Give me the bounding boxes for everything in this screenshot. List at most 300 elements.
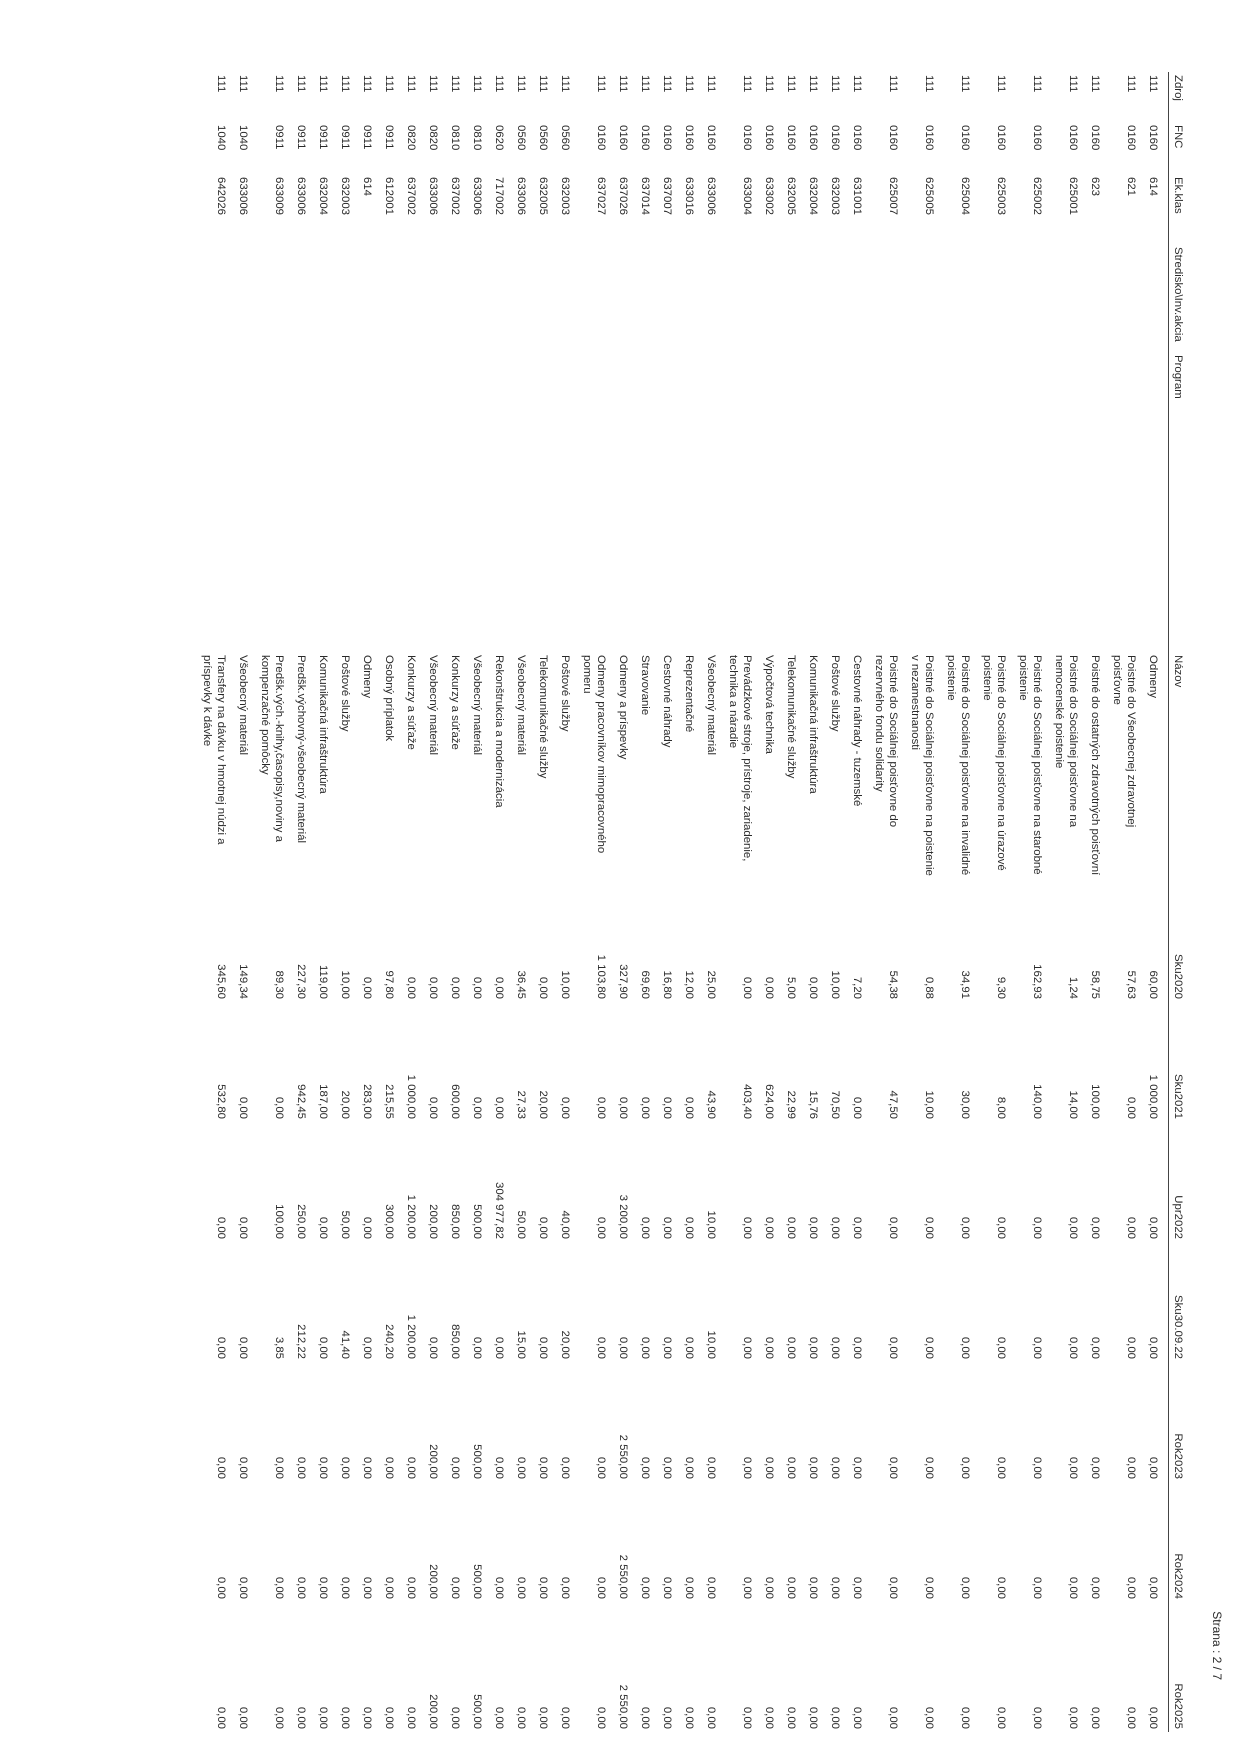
cell-sku2021: 187,00 (317, 1084, 329, 1119)
cell-sku2020: 69,60 (639, 970, 651, 999)
cell-rok2024: 0,00 (339, 1576, 351, 1599)
cell-rok2025: 0,00 (1125, 1706, 1137, 1729)
cell-sku30-09-22: 0,00 (1147, 1336, 1159, 1359)
cell-rok2024: 0,00 (559, 1576, 571, 1599)
cell-program (448, 352, 470, 652)
cell-sku2021: 20,00 (537, 1090, 549, 1119)
cell-rok2024: 0,00 (1031, 1576, 1043, 1599)
cell-nazov: Cestovné náhrady - tuzemské (851, 655, 863, 807)
cell-nazov: Poistné do Sociálnej poisťovne na starobné poistenie (1017, 655, 1043, 875)
cell-sku2021: 14,00 (1067, 1090, 1079, 1119)
cell-rok2024: 0,00 (995, 1576, 1007, 1599)
cell-rok2024: 500,00 (471, 1564, 483, 1599)
cell-stredisko (762, 244, 784, 352)
cell-stredisko (338, 244, 360, 352)
cell-upr2022: 250,00 (295, 1204, 307, 1239)
cell-rok2024: 0,00 (317, 1576, 329, 1599)
cell-sku2021: 0,00 (851, 1096, 863, 1119)
cell-upr2022: 0,00 (595, 1216, 607, 1239)
table-row (682, 72, 704, 1732)
cell-sku30-09-22: 0,00 (923, 1336, 935, 1359)
cell-upr2022: 3 200,00 (617, 1194, 629, 1239)
cell-program (338, 352, 360, 652)
table-row (200, 72, 236, 1732)
cell-ek-klas: 637007 (661, 177, 673, 216)
cell-program (806, 352, 828, 652)
cell-program (682, 352, 704, 652)
cell-rok2025: 0,00 (1089, 1706, 1101, 1729)
cell-ek-klas: 632005 (537, 177, 549, 216)
cell-zdroj: 111 (617, 75, 629, 93)
cell-upr2022: 300,00 (383, 1204, 395, 1239)
cell-fnc: 0560 (537, 125, 549, 151)
cell-fnc: 0160 (1125, 125, 1137, 151)
cell-fnc: 0911 (317, 125, 329, 150)
cell-rok2024: 0,00 (295, 1576, 307, 1599)
cell-rok2024: 0,00 (537, 1576, 549, 1599)
cell-rok2024: 0,00 (959, 1576, 971, 1599)
cell-sku30-09-22: 0,00 (995, 1336, 1007, 1359)
cell-nazov: Rekonštrukcia a modernizácia (493, 655, 505, 808)
table-row (404, 72, 426, 1732)
cell-ek-klas: 612001 (383, 177, 395, 216)
cell-nazov: Poistné do ostatných zdravotných poisťovní (1089, 655, 1101, 876)
cell-fnc: 0911 (339, 125, 351, 150)
cell-rok2023: 0,00 (851, 1456, 863, 1479)
cell-rok2023: 0,00 (807, 1456, 819, 1479)
cell-ek-klas: 633006 (471, 177, 483, 216)
table-row (660, 72, 682, 1732)
col-upr2022: Upr2022 (1169, 1122, 1187, 1242)
cell-rok2023: 0,00 (515, 1456, 527, 1479)
cell-nazov: Všeobecný materiál (427, 655, 439, 756)
cell-sku2021: 1 000,00 (405, 1074, 417, 1119)
table-row (1146, 72, 1169, 1732)
cell-upr2022: 500,00 (471, 1204, 483, 1239)
cell-rok2025: 0,00 (661, 1706, 673, 1729)
cell-sku2020: 25,00 (705, 970, 717, 999)
cell-upr2022: 0,00 (995, 1216, 1007, 1239)
cell-sku2021: 27,33 (515, 1090, 527, 1119)
cell-sku2020: 1 103,80 (595, 954, 607, 999)
cell-stredisko (1110, 244, 1146, 352)
cell-nazov: Konkurzy a súťaže (449, 655, 461, 750)
col-zdroj: Zdroj (1169, 72, 1187, 122)
cell-fnc: 0911 (295, 125, 307, 150)
cell-sku30-09-22: 0,00 (741, 1336, 753, 1359)
cell-stredisko (448, 244, 470, 352)
cell-zdroj: 111 (295, 75, 307, 93)
table-row (470, 72, 492, 1732)
cell-zdroj: 111 (923, 75, 935, 93)
cell-sku2020: 7,20 (851, 976, 863, 999)
cell-zdroj: 111 (405, 75, 417, 93)
cell-program (514, 352, 536, 652)
cell-upr2022: 0,00 (829, 1216, 841, 1239)
cell-sku2021: 0,00 (683, 1096, 695, 1119)
cell-stredisko (558, 244, 580, 352)
cell-rok2024: 0,00 (763, 1576, 775, 1599)
cell-upr2022: 1 200,00 (405, 1194, 417, 1239)
cell-sku30-09-22: 0,00 (471, 1336, 483, 1359)
cell-rok2025: 0,00 (559, 1706, 571, 1729)
cell-fnc: 0160 (807, 125, 819, 151)
cell-program (426, 352, 448, 652)
cell-stredisko (638, 244, 660, 352)
cell-nazov: Odmeny a príspevky (617, 655, 629, 760)
cell-fnc: 0911 (273, 125, 285, 150)
cell-rok2024: 0,00 (661, 1576, 673, 1599)
cell-zdroj: 111 (829, 75, 841, 93)
cell-rok2023: 0,00 (923, 1456, 935, 1479)
table-row (258, 72, 294, 1732)
cell-stredisko (682, 244, 704, 352)
cell-ek-klas: 633016 (683, 177, 695, 216)
cell-ek-klas: 614 (1147, 177, 1159, 197)
cell-fnc: 0560 (559, 125, 571, 151)
cell-nazov: Osobný príplatok (383, 655, 395, 742)
cell-sku30-09-22: 0,00 (1031, 1336, 1043, 1359)
cell-sku30-09-22: 0,00 (537, 1336, 549, 1359)
cell-nazov: Telekomunikačné služby (537, 655, 549, 779)
cell-rok2025: 0,00 (515, 1706, 527, 1729)
cell-nazov: Všeobecný materiál (515, 655, 527, 756)
cell-rok2024: 0,00 (1089, 1576, 1101, 1599)
cell-sku2020: 97,80 (383, 970, 395, 999)
cell-rok2023: 0,00 (449, 1456, 461, 1479)
cell-stredisko (1088, 244, 1110, 352)
table-row (382, 72, 404, 1732)
cell-zdroj: 111 (741, 75, 753, 93)
table-header-row (1169, 72, 1187, 1732)
cell-rok2025: 0,00 (361, 1706, 373, 1729)
cell-stredisko (1016, 244, 1052, 352)
cell-rok2025: 0,00 (449, 1706, 461, 1729)
table-row (338, 72, 360, 1732)
cell-sku2021: 15,76 (807, 1090, 819, 1119)
cell-program (1016, 352, 1052, 652)
cell-rok2025: 0,00 (339, 1706, 351, 1729)
cell-rok2024: 2 550,00 (617, 1554, 629, 1599)
table-row (558, 72, 580, 1732)
cell-rok2025: 0,00 (959, 1706, 971, 1729)
cell-sku30-09-22: 0,00 (887, 1336, 899, 1359)
table-row (1110, 72, 1146, 1732)
cell-rok2025: 0,00 (923, 1706, 935, 1729)
cell-fnc: 0160 (763, 125, 775, 151)
cell-sku2021: 0,00 (661, 1096, 673, 1119)
table-row (492, 72, 514, 1732)
cell-program (382, 352, 404, 652)
cell-sku2021: 0,00 (639, 1096, 651, 1119)
cell-rok2023: 0,00 (361, 1456, 373, 1479)
cell-ek-klas: 633004 (741, 177, 753, 216)
cell-nazov: Stravovanie (639, 655, 651, 716)
table-row (980, 72, 1016, 1732)
table-row (448, 72, 470, 1732)
table-row (1016, 72, 1052, 1732)
cell-sku2021: 100,00 (1089, 1084, 1101, 1119)
cell-program (200, 352, 236, 652)
cell-program (236, 352, 258, 652)
cell-sku2020: 0,00 (361, 976, 373, 999)
cell-zdroj: 111 (1031, 75, 1043, 93)
cell-sku30-09-22: 0,00 (617, 1336, 629, 1359)
cell-fnc: 0820 (405, 125, 417, 151)
cell-rok2024: 0,00 (449, 1576, 461, 1599)
cell-rok2023: 0,00 (995, 1456, 1007, 1479)
cell-sku2021: 30,00 (959, 1090, 971, 1119)
cell-rok2023: 0,00 (595, 1456, 607, 1479)
table-row (704, 72, 726, 1732)
cell-nazov: Poistné do Sociálnej poisťovne na úrazové poistenie (981, 655, 1007, 871)
cell-ek-klas: 633006 (237, 177, 249, 216)
cell-stredisko (404, 244, 426, 352)
cell-rok2024: 0,00 (807, 1576, 819, 1599)
cell-sku30-09-22: 240,20 (383, 1324, 395, 1359)
col-sku2020: Sku2020 (1169, 882, 1187, 1002)
cell-upr2022: 200,00 (427, 1204, 439, 1239)
cell-upr2022: 50,00 (515, 1210, 527, 1239)
cell-upr2022: 0,00 (1089, 1216, 1101, 1239)
cell-zdroj: 111 (639, 75, 651, 93)
cell-program (580, 352, 616, 652)
cell-upr2022: 304 977,82 (493, 1181, 505, 1239)
cell-nazov: Poistné do Sociálnej poisťovne na invalidné poistenie (945, 655, 971, 876)
cell-program (944, 352, 980, 652)
cell-sku2021: 47,50 (887, 1090, 899, 1119)
cell-sku2021: 0,00 (559, 1096, 571, 1119)
cell-stredisko (980, 244, 1016, 352)
cell-upr2022: 0,00 (959, 1216, 971, 1239)
cell-rok2025: 0,00 (537, 1706, 549, 1729)
cell-rok2025: 0,00 (887, 1706, 899, 1729)
cell-program (1052, 352, 1088, 652)
cell-program (828, 352, 850, 652)
cell-sku30-09-22: 0,00 (785, 1336, 797, 1359)
cell-stredisko (426, 244, 448, 352)
cell-sku2021: 283,00 (361, 1084, 373, 1119)
cell-sku2020: 149,34 (237, 964, 249, 999)
cell-rok2024: 0,00 (1125, 1576, 1137, 1599)
cell-sku30-09-22: 0,00 (1125, 1336, 1137, 1359)
cell-sku30-09-22: 0,00 (639, 1336, 651, 1359)
cell-ek-klas: 633006 (515, 177, 527, 216)
cell-sku2021: 20,00 (339, 1090, 351, 1119)
cell-nazov: Konkurzy a súťaže (405, 655, 417, 750)
col-rok2024: Rok2024 (1169, 1482, 1187, 1602)
cell-rok2025: 2 550,00 (617, 1684, 629, 1729)
cell-sku2021: 600,00 (449, 1084, 461, 1119)
col-rok2025: Rok2025 (1169, 1602, 1187, 1732)
cell-sku30-09-22: 41,40 (339, 1330, 351, 1359)
cell-sku2021: 532,80 (215, 1084, 227, 1119)
cell-program (316, 352, 338, 652)
cell-sku2020: 0,00 (763, 976, 775, 999)
cell-ek-klas: 642026 (215, 177, 227, 216)
cell-fnc: 0160 (617, 125, 629, 151)
cell-zdroj: 111 (1147, 75, 1159, 93)
cell-ek-klas: 625005 (923, 177, 935, 216)
cell-fnc: 0160 (959, 125, 971, 151)
cell-zdroj: 111 (449, 75, 461, 93)
cell-rok2024: 0,00 (705, 1576, 717, 1599)
cell-stredisko (536, 244, 558, 352)
cell-rok2025: 0,00 (639, 1706, 651, 1729)
cell-stredisko (514, 244, 536, 352)
cell-sku2021: 1 000,00 (1147, 1074, 1159, 1119)
cell-sku30-09-22: 0,00 (661, 1336, 673, 1359)
cell-fnc: 0620 (493, 125, 505, 151)
cell-fnc: 0160 (851, 125, 863, 151)
cell-program (762, 352, 784, 652)
cell-rok2025: 0,00 (383, 1706, 395, 1729)
cell-rok2024: 0,00 (887, 1576, 899, 1599)
cell-fnc: 0160 (923, 125, 935, 151)
cell-zdroj: 111 (661, 75, 673, 93)
table-row (1088, 72, 1110, 1732)
cell-rok2023: 0,00 (741, 1456, 753, 1479)
cell-rok2023: 0,00 (829, 1456, 841, 1479)
col-fnc: FNC (1169, 122, 1187, 174)
cell-upr2022: 10,00 (705, 1210, 717, 1239)
cell-zdroj: 111 (339, 75, 351, 93)
cell-rok2025: 0,00 (405, 1706, 417, 1729)
cell-rok2023: 0,00 (215, 1456, 227, 1479)
table-row (762, 72, 784, 1732)
cell-rok2023: 200,00 (427, 1444, 439, 1479)
cell-program (470, 352, 492, 652)
cell-sku2021: 624,00 (763, 1084, 775, 1119)
cell-nazov: Poistné do Sociálnej poisťovne na nemocenské poistenie (1053, 655, 1079, 828)
cell-zdroj: 111 (1067, 75, 1079, 93)
cell-rok2023: 0,00 (317, 1456, 329, 1479)
table-row (828, 72, 850, 1732)
cell-upr2022: 0,00 (683, 1216, 695, 1239)
cell-zdroj: 111 (595, 75, 607, 93)
cell-upr2022: 0,00 (1147, 1216, 1159, 1239)
cell-upr2022: 0,00 (317, 1216, 329, 1239)
cell-fnc: 0160 (1031, 125, 1043, 151)
cell-nazov: Poistné do Sociálnej poisťovne na poistenie v nezamestnanosti (909, 655, 935, 876)
cell-rok2023: 500,00 (471, 1444, 483, 1479)
cell-sku2020: 36,45 (515, 970, 527, 999)
cell-sku2021: 0,00 (427, 1096, 439, 1119)
cell-stredisko (850, 244, 872, 352)
col-rok2023: Rok2023 (1169, 1362, 1187, 1482)
cell-sku2020: 89,30 (273, 970, 285, 999)
cell-zdroj: 111 (537, 75, 549, 93)
cell-rok2024: 0,00 (595, 1576, 607, 1599)
cell-ek-klas: 632003 (339, 177, 351, 216)
cell-rok2023: 0,00 (887, 1456, 899, 1479)
cell-sku30-09-22: 0,00 (683, 1336, 695, 1359)
cell-nazov: Všeobecný materiál (705, 655, 717, 756)
cell-sku2020: 12,00 (683, 970, 695, 999)
cell-fnc: 0160 (661, 125, 673, 151)
cell-sku2021: 0,00 (237, 1096, 249, 1119)
cell-rok2023: 0,00 (785, 1456, 797, 1479)
cell-program (784, 352, 806, 652)
cell-program (726, 352, 762, 652)
cell-sku2020: 327,90 (617, 964, 629, 999)
cell-upr2022: 100,00 (273, 1204, 285, 1239)
cell-rok2024: 0,00 (405, 1576, 417, 1599)
cell-sku2020: 0,00 (493, 976, 505, 999)
cell-fnc: 0160 (1147, 125, 1159, 151)
cell-ek-klas: 632003 (559, 177, 571, 216)
table-row (236, 72, 258, 1732)
cell-stredisko (1052, 244, 1088, 352)
cell-rok2024: 200,00 (427, 1564, 439, 1599)
col-sku2021: Sku2021 (1169, 1002, 1187, 1122)
cell-ek-klas: 625007 (887, 177, 899, 216)
cell-fnc: 0160 (741, 125, 753, 151)
cell-sku30-09-22: 0,00 (959, 1336, 971, 1359)
cell-zdroj: 111 (273, 75, 285, 93)
cell-rok2024: 0,00 (923, 1576, 935, 1599)
cell-sku2021: 22,99 (785, 1090, 797, 1119)
cell-sku2020: 227,30 (295, 964, 307, 999)
cell-sku2021: 10,00 (923, 1090, 935, 1119)
cell-stredisko (944, 244, 980, 352)
cell-rok2024: 0,00 (785, 1576, 797, 1599)
cell-stredisko (704, 244, 726, 352)
cell-upr2022: 0,00 (639, 1216, 651, 1239)
cell-fnc: 0911 (383, 125, 395, 150)
cell-zdroj: 111 (1125, 75, 1137, 93)
cell-stredisko (580, 244, 616, 352)
table-row (360, 72, 382, 1732)
cell-sku2020: 0,00 (741, 976, 753, 999)
cell-stredisko (316, 244, 338, 352)
cell-stredisko (200, 244, 236, 352)
cell-nazov: Odmeny pracovníkov mimopracovného pomeru (581, 655, 607, 854)
cell-program (360, 352, 382, 652)
cell-rok2025: 0,00 (595, 1706, 607, 1729)
cell-zdroj: 111 (559, 75, 571, 93)
cell-program (872, 352, 908, 652)
cell-program (638, 352, 660, 652)
cell-zdroj: 111 (807, 75, 819, 93)
cell-zdroj: 111 (785, 75, 797, 93)
cell-sku2021: 403,40 (741, 1084, 753, 1119)
cell-rok2024: 0,00 (741, 1576, 753, 1599)
cell-zdroj: 111 (493, 75, 505, 93)
cell-sku2020: 1,24 (1067, 976, 1079, 999)
table-row (616, 72, 638, 1732)
cell-upr2022: 0,00 (1067, 1216, 1079, 1239)
cell-sku30-09-22: 0,00 (829, 1336, 841, 1359)
cell-rok2023: 0,00 (1147, 1456, 1159, 1479)
cell-fnc: 0160 (829, 125, 841, 151)
cell-rok2025: 0,00 (1147, 1706, 1159, 1729)
budget-table (200, 72, 1186, 1732)
table-row (514, 72, 536, 1732)
cell-program (1088, 352, 1110, 652)
cell-sku30-09-22: 0,00 (215, 1336, 227, 1359)
table-row (580, 72, 616, 1732)
cell-rok2024: 0,00 (683, 1576, 695, 1599)
cell-ek-klas: 633006 (705, 177, 717, 216)
table-row (638, 72, 660, 1732)
cell-ek-klas: 637014 (639, 177, 651, 216)
cell-sku30-09-22: 0,00 (1089, 1336, 1101, 1359)
cell-upr2022: 0,00 (361, 1216, 373, 1239)
cell-nazov: Predšk.výchovný-všeobecný materiál (295, 655, 307, 844)
cell-fnc: 0911 (361, 125, 373, 150)
cell-program (258, 352, 294, 652)
